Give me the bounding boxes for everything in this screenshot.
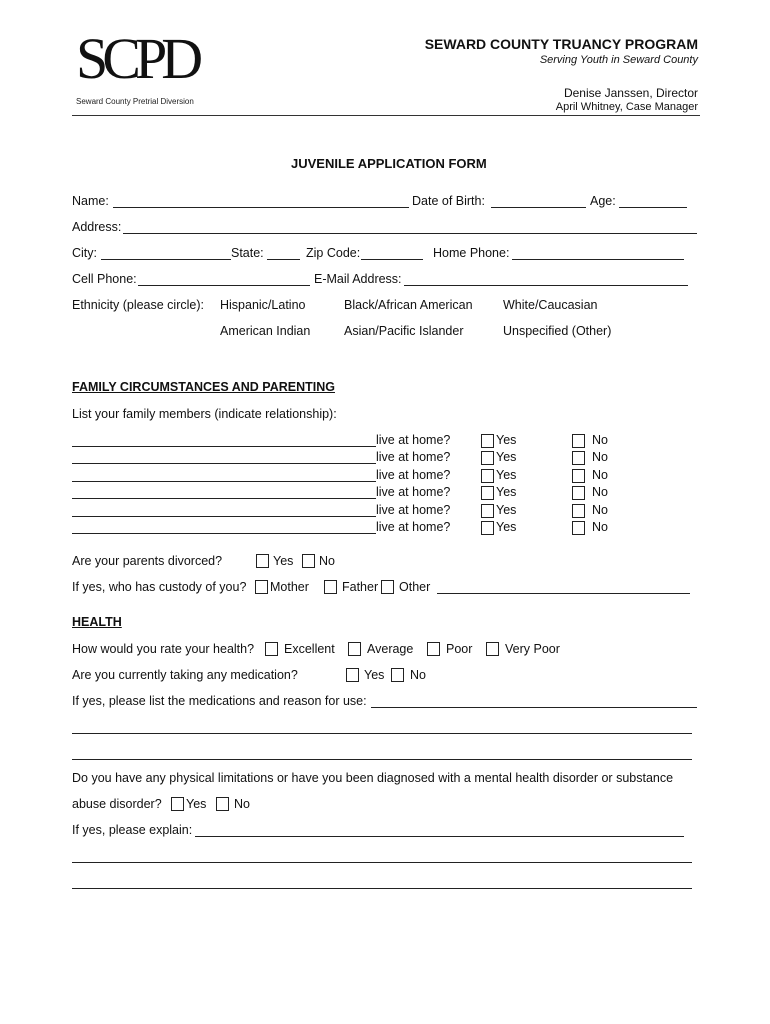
email-field[interactable]	[404, 285, 688, 286]
custody-other-checkbox[interactable]	[381, 580, 394, 594]
divorced-yes-label: Yes	[273, 554, 294, 568]
live-at-home-no-label: No	[592, 450, 608, 464]
health-rating-question: How would you rate your health?	[72, 642, 255, 656]
live-at-home-yes-checkbox[interactable]	[481, 486, 494, 500]
program-title: SEWARD COUNTY TRUANCY PROGRAM	[424, 36, 698, 52]
explain-label: If yes, please explain:	[72, 823, 193, 837]
health-poor-label: Poor	[446, 642, 473, 656]
age-label: Age:	[590, 194, 616, 208]
live-at-home-yes-label: Yes	[496, 520, 517, 534]
live-at-home-yes-checkbox[interactable]	[481, 504, 494, 518]
explain-field-2[interactable]	[72, 862, 692, 863]
email-label: E-Mail Address:	[314, 272, 402, 286]
medication-list-field-2[interactable]	[72, 733, 692, 734]
custody-father-label: Father	[342, 580, 379, 594]
live-at-home-yes-label: Yes	[496, 468, 517, 482]
ethnicity-unspecified[interactable]: Unspecified (Other)	[503, 324, 612, 338]
home-phone-label: Home Phone:	[433, 246, 510, 260]
live-at-home-no-checkbox[interactable]	[572, 434, 585, 448]
ethnicity-label: Ethnicity (please circle):	[72, 298, 204, 312]
family-member-field[interactable]	[72, 481, 376, 482]
limitations-yes-label: Yes	[186, 797, 207, 811]
custody-mother-checkbox[interactable]	[255, 580, 268, 594]
limitations-question-line2: abuse disorder?	[72, 797, 162, 811]
divorced-no-checkbox[interactable]	[302, 554, 315, 568]
live-at-home-yes-label: Yes	[496, 450, 517, 464]
family-member-field[interactable]	[72, 498, 376, 499]
state-label: State:	[231, 246, 264, 260]
logo-text: SCPD	[76, 26, 198, 91]
live-at-home-label: live at home?	[376, 433, 451, 447]
live-at-home-yes-label: Yes	[496, 485, 517, 499]
medication-no-checkbox[interactable]	[391, 668, 404, 682]
family-member-field[interactable]	[72, 533, 376, 534]
custody-mother-label: Mother	[270, 580, 309, 594]
family-member-field[interactable]	[72, 516, 376, 517]
live-at-home-no-label: No	[592, 433, 608, 447]
limitations-no-label: No	[234, 797, 250, 811]
city-field[interactable]	[101, 259, 231, 260]
live-at-home-label: live at home?	[376, 485, 451, 499]
live-at-home-label: live at home?	[376, 450, 451, 464]
custody-other-label: Other	[399, 580, 431, 594]
custody-other-field[interactable]	[437, 593, 690, 594]
medication-list-field-3[interactable]	[72, 759, 692, 760]
medication-yes-label: Yes	[364, 668, 385, 682]
live-at-home-no-checkbox[interactable]	[572, 504, 585, 518]
health-very-poor-checkbox[interactable]	[486, 642, 499, 656]
address-label: Address:	[72, 220, 122, 234]
live-at-home-no-checkbox[interactable]	[572, 451, 585, 465]
health-excellent-label: Excellent	[284, 642, 335, 656]
live-at-home-yes-checkbox[interactable]	[481, 469, 494, 483]
live-at-home-no-label: No	[592, 468, 608, 482]
limitations-question-line1: Do you have any physical limitations or have you been diagnosed with a mental health disorder or substance	[72, 771, 674, 785]
ethnicity-black[interactable]: Black/African American	[344, 298, 473, 312]
live-at-home-no-label: No	[592, 503, 608, 517]
live-at-home-no-checkbox[interactable]	[572, 521, 585, 535]
explain-field-3[interactable]	[72, 888, 692, 889]
live-at-home-no-label: No	[592, 485, 608, 499]
health-poor-checkbox[interactable]	[427, 642, 440, 656]
medication-list-field-1[interactable]	[371, 707, 697, 708]
age-field[interactable]	[619, 207, 687, 208]
live-at-home-no-label: No	[592, 520, 608, 534]
name-label: Name:	[72, 194, 109, 208]
name-field[interactable]	[113, 207, 409, 208]
health-average-checkbox[interactable]	[348, 642, 361, 656]
family-heading: FAMILY CIRCUMSTANCES AND PARENTING	[72, 380, 335, 394]
medication-no-label: No	[410, 668, 426, 682]
family-list-prompt: List your family members (indicate relationship):	[72, 407, 337, 421]
medication-list-prompt: If yes, please list the medications and reason for use:	[72, 694, 367, 708]
home-phone-field[interactable]	[512, 259, 684, 260]
form-title: JUVENILE APPLICATION FORM	[291, 156, 487, 171]
family-member-field[interactable]	[72, 446, 376, 447]
live-at-home-yes-label: Yes	[496, 433, 517, 447]
health-very-poor-label: Very Poor	[505, 642, 560, 656]
zip-label: Zip Code:	[306, 246, 361, 260]
divorced-yes-checkbox[interactable]	[256, 554, 269, 568]
ethnicity-asian[interactable]: Asian/Pacific Islander	[344, 324, 464, 338]
director-name: Denise Janssen, Director	[563, 86, 698, 100]
custody-father-checkbox[interactable]	[324, 580, 337, 594]
health-heading: HEALTH	[72, 615, 122, 629]
divorced-no-label: No	[319, 554, 335, 568]
live-at-home-yes-checkbox[interactable]	[481, 521, 494, 535]
zip-field[interactable]	[361, 259, 423, 260]
divorced-question: Are your parents divorced?	[72, 554, 223, 568]
live-at-home-yes-checkbox[interactable]	[481, 451, 494, 465]
medication-question: Are you currently taking any medication?	[72, 668, 298, 682]
family-member-field[interactable]	[72, 463, 376, 464]
program-tagline: Serving Youth in Seward County	[539, 54, 698, 66]
live-at-home-no-checkbox[interactable]	[572, 469, 585, 483]
health-average-label: Average	[367, 642, 414, 656]
limitations-yes-checkbox[interactable]	[171, 797, 184, 811]
cell-phone-label: Cell Phone:	[72, 272, 137, 286]
dob-label: Date of Birth:	[412, 194, 485, 208]
state-field[interactable]	[267, 259, 300, 260]
explain-field-1[interactable]	[195, 836, 684, 837]
limitations-no-checkbox[interactable]	[216, 797, 229, 811]
logo-subtitle: Seward County Pretrial Diversion	[76, 97, 194, 106]
medication-yes-checkbox[interactable]	[346, 668, 359, 682]
header-rule	[72, 115, 700, 116]
address-field[interactable]	[123, 233, 697, 234]
live-at-home-yes-label: Yes	[496, 503, 517, 517]
dob-field[interactable]	[491, 207, 586, 208]
health-excellent-checkbox[interactable]	[265, 642, 278, 656]
ethnicity-american-indian[interactable]: American Indian	[220, 324, 311, 338]
custody-question: If yes, who has custody of you?	[72, 580, 247, 594]
live-at-home-label: live at home?	[376, 503, 451, 517]
live-at-home-yes-checkbox[interactable]	[481, 434, 494, 448]
ethnicity-hispanic[interactable]: Hispanic/Latino	[220, 298, 306, 312]
city-label: City:	[72, 246, 97, 260]
live-at-home-label: live at home?	[376, 468, 451, 482]
cell-phone-field[interactable]	[138, 285, 310, 286]
live-at-home-no-checkbox[interactable]	[572, 486, 585, 500]
case-manager-name: April Whitney, Case Manager	[555, 101, 698, 113]
ethnicity-white[interactable]: White/Caucasian	[503, 298, 598, 312]
live-at-home-label: live at home?	[376, 520, 451, 534]
